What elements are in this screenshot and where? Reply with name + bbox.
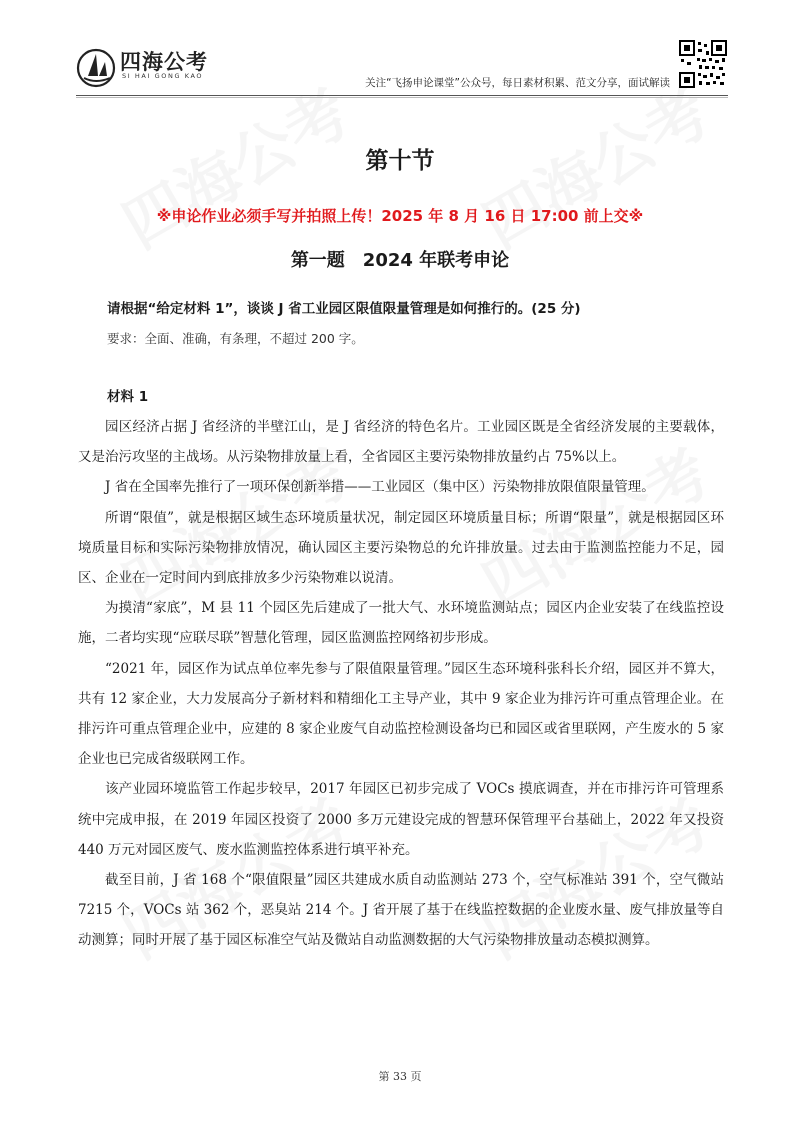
header-divider	[76, 97, 728, 98]
material-paragraph: 为摸清“家底”，M 县 11 个园区先后建成了一批大气、水环境监测站点；园区内企业安装了在线监控设施，二者均实现“应联尽联”智慧化管理，园区监测监控网络初步形成。	[78, 600, 724, 647]
answer-requirement: 要求：全面、准确，有条理，不超过 200 字。	[107, 331, 364, 346]
logo-name: 四海公考	[120, 50, 208, 74]
material-body	[78, 412, 724, 956]
material-paragraph: J 省在全国率先推行了一项环保创新举措——工业园区（集中区）污染物排放限值限量管理。	[105, 479, 655, 496]
material-paragraph: 所谓“限值”，就是根据区域生态环境质量状况，制定园区环境质量目标；所谓“限量”，就是根据园区环境质量目标和实际污染物排放情况，确认园区主要污染物总的允许排放量。过去由于监测监控能力不足，园区、企业在一定时间内到底排放多少污染物难以说清。	[78, 509, 724, 587]
material-label: 材料 1	[107, 389, 149, 405]
material-paragraph: 截至目前，J 省 168 个“限值限量”园区共建成水质自动监测站 273 个，空气标准站 391 个，空气微站 7215 个，VOCs 站 362 个，恶臭站 214 个。J 省开展了基于在线监控数据的企业废水量、废气排放量等自动测算；同时开展了基于园区标准空气站及微站自动监测数据的大气污染物排放量动态模拟测算。	[78, 872, 724, 949]
header-divider	[76, 95, 728, 96]
submission-notice: ※申论作业必须手写并拍照上传！2025 年 8 月 16 日 17:00 前上交※	[156, 207, 644, 225]
material-paragraph: 园区经济占据 J 省经济的半壁江山，是 J 省经济的特色名片。工业园区既是全省经济发展的主要载体，又是治污攻坚的主战场。从污染物排放量上看，全省园区主要污染物排放量约占 75%以上。	[78, 419, 724, 466]
material-paragraph: “2021 年，园区作为试点单位率先参与了限值限量管理。”园区生态环境科张科长介绍，园区并不算大，共有 12 家企业，大力发展高分子新材料和精细化工主导产业，其中 9 家企业为排污许可重点管理企业。在排污许可重点管理企业中，应建的 8 家企业废气自动监控检测设备均已和园区或省里联网，产生废水的 5 家企业也已完成省级联网工作。	[78, 660, 724, 768]
page-number: 第 33 页	[378, 1070, 422, 1083]
material-paragraph: 该产业园环境监管工作起步较早，2017 年园区已初步完成了 VOCs 摸底调查，并在市排污许可管理系统中完成申报，在 2019 年园区投资了 2000 多万元建设完成的智慧环保管理平台基础上，2022 年又投资 440 万元对园区废气、废水监测监控体系进行填平补充。	[78, 781, 724, 858]
question-prompt: 请根据“给定材料 1”，谈谈 J 省工业园区限值限量管理是如何推行的。(25 分)	[107, 301, 581, 317]
section-title: 第十节	[365, 148, 435, 174]
question-title: 第一题 2024 年联考申论	[290, 250, 510, 271]
qr-code-icon	[679, 40, 727, 88]
header-slogan: 关注“飞扬申论课堂”公众号，每日素材积累、范文分享，面试解读	[365, 77, 670, 89]
logo-subtitle: SI HAI GONG KAO	[122, 72, 204, 80]
page-header	[76, 38, 726, 94]
